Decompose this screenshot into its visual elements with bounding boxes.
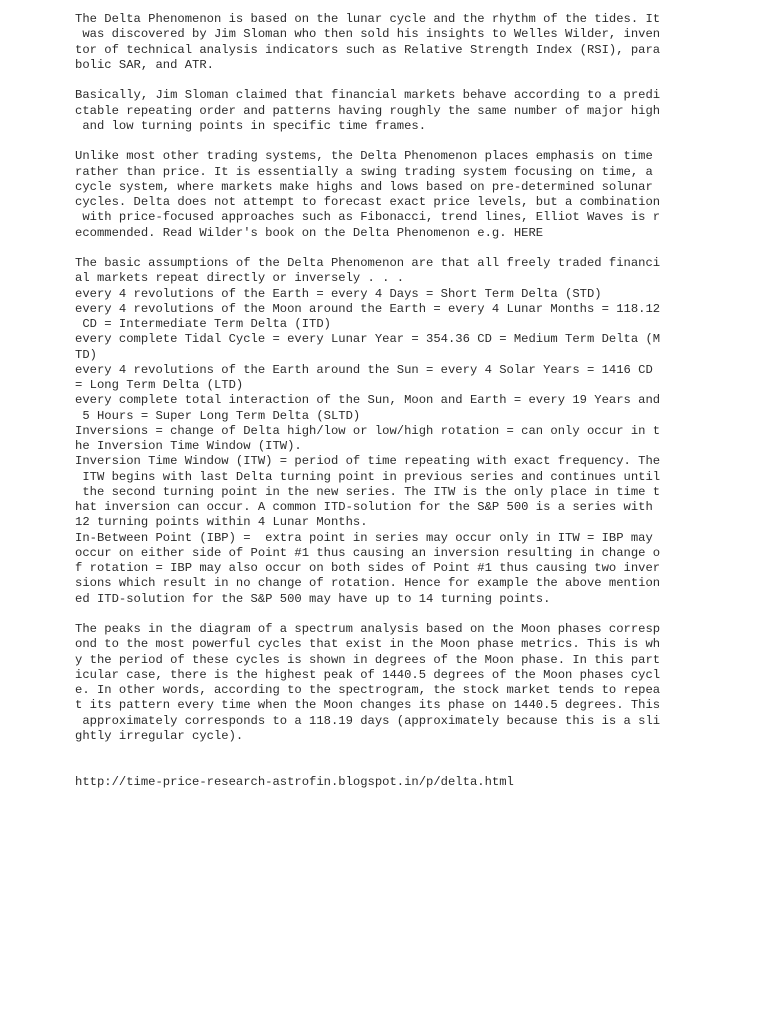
- text-line: every complete total interaction of the Sun, Moon and Earth = every 19 Years and: [75, 393, 661, 408]
- text-line: cycle system, where markets make highs and lows based on pre-determined solunar: [75, 179, 653, 194]
- text-line: ond to the most powerful cycles that exist in the Moon phase metrics. This is wh: [75, 637, 661, 652]
- paragraph-spacer: [75, 241, 695, 256]
- text-line: icular case, there is the highest peak of 1440.5 degrees of the Moon phases cycl: [75, 667, 661, 682]
- text-line: y the period of these cycles is shown in degrees of the Moon phase. In this part: [75, 652, 661, 667]
- source-link-block: [75, 775, 695, 790]
- text-line: bolic SAR, and ATR.: [75, 57, 214, 72]
- source-url-link[interactable]: http://time-price-research-astrofin.blogspot.in/p/delta.html: [75, 774, 514, 789]
- text-line: ITW begins with last Delta turning point in previous series and continues until: [75, 469, 661, 484]
- text-line: In-Between Point (IBP) = extra point in series may occur only in ITW = IBP may: [75, 530, 653, 545]
- document-page: [75, 12, 695, 790]
- text-line: with price-focused approaches such as Fibonacci, trend lines, Elliot Waves is r: [75, 210, 661, 225]
- text-line: he Inversion Time Window (ITW).: [75, 439, 302, 453]
- text-line: Inversions = change of Delta high/low or low/high rotation = can only occur in t: [75, 423, 661, 438]
- text-line: the second turning point in the new series. The ITW is the only place in time t: [75, 484, 661, 499]
- text-line: Basically, Jim Sloman claimed that financial markets behave according to a predi: [75, 88, 661, 103]
- text-line: every complete Tidal Cycle = every Lunar Year = 354.36 CD = Medium Term Delta (M: [75, 332, 661, 347]
- text-line: Unlike most other trading systems, the Delta Phenomenon places emphasis on time: [75, 149, 653, 164]
- text-line: The Delta Phenomenon is based on the lunar cycle and the rhythm of the tides. It: [75, 12, 661, 26]
- text-line: sions which result in no change of rotation. Hence for example the above mention: [75, 576, 661, 591]
- paragraph-spectrum-analysis: [75, 622, 695, 744]
- text-line: was discovered by Jim Sloman who then sold his insights to Welles Wilder, inven: [75, 27, 661, 42]
- paragraph-spacer: [75, 607, 695, 622]
- text-line: The peaks in the diagram of a spectrum analysis based on the Moon phases corresp: [75, 622, 661, 636]
- paragraph-sloman-claim: [75, 88, 695, 134]
- paragraph-spacer: [75, 744, 695, 775]
- text-line: tor of technical analysis indicators such as Relative Strength Index (RSI), para: [75, 42, 661, 57]
- text-line: f rotation = IBP may also occur on both sides of Point #1 thus causing two inver: [75, 561, 661, 575]
- text-line: TD): [75, 347, 97, 362]
- text-line: CD = Intermediate Term Delta (ITD): [75, 317, 331, 331]
- paragraph-time-emphasis: [75, 149, 695, 241]
- text-line: cycles. Delta does not attempt to forecast exact price levels, but a combination: [75, 195, 661, 209]
- paragraph-basic-assumptions: [75, 256, 695, 607]
- text-line: ghtly irregular cycle).: [75, 728, 244, 743]
- text-line: 5 Hours = Super Long Term Delta (SLTD): [75, 408, 361, 423]
- text-line: ctable repeating order and patterns having roughly the same number of major high: [75, 103, 661, 118]
- text-line: hat inversion can occur. A common ITD-solution for the S&P 500 is a series with: [75, 500, 653, 514]
- text-line: t its pattern every time when the Moon changes its phase on 1440.5 degrees. This: [75, 698, 661, 713]
- paragraph-delta-intro: [75, 12, 695, 73]
- text-line: rather than price. It is essentially a swing trading system focusing on time, a: [75, 164, 653, 179]
- text-line: 12 turning points within 4 Lunar Months.: [75, 515, 368, 530]
- paragraph-spacer: [75, 73, 695, 88]
- text-line: and low turning points in specific time frames.: [75, 118, 427, 133]
- paragraph-spacer: [75, 134, 695, 149]
- text-line: ecommended. Read Wilder's book on the Delta Phenomenon e.g. HERE: [75, 225, 544, 240]
- text-line: every 4 revolutions of the Moon around the Earth = every 4 Lunar Months = 118.12: [75, 301, 661, 316]
- text-line: Inversion Time Window (ITW) = period of time repeating with exact frequency. The: [75, 454, 661, 469]
- text-line: = Long Term Delta (LTD): [75, 378, 244, 392]
- text-line: ed ITD-solution for the S&P 500 may have up to 14 turning points.: [75, 591, 551, 606]
- text-line: occur on either side of Point #1 thus causing an inversion resulting in change o: [75, 545, 661, 560]
- text-line: every 4 revolutions of the Earth = every 4 Days = Short Term Delta (STD): [75, 286, 602, 301]
- text-line: al markets repeat directly or inversely . . .: [75, 271, 405, 286]
- text-line: The basic assumptions of the Delta Phenomenon are that all freely traded financi: [75, 256, 661, 270]
- text-line: approximately corresponds to a 118.19 days (approximately because this is a sli: [75, 713, 661, 728]
- text-line: every 4 revolutions of the Earth around the Sun = every 4 Solar Years = 1416 CD: [75, 362, 653, 377]
- text-line: e. In other words, according to the spectrogram, the stock market tends to repea: [75, 683, 661, 697]
